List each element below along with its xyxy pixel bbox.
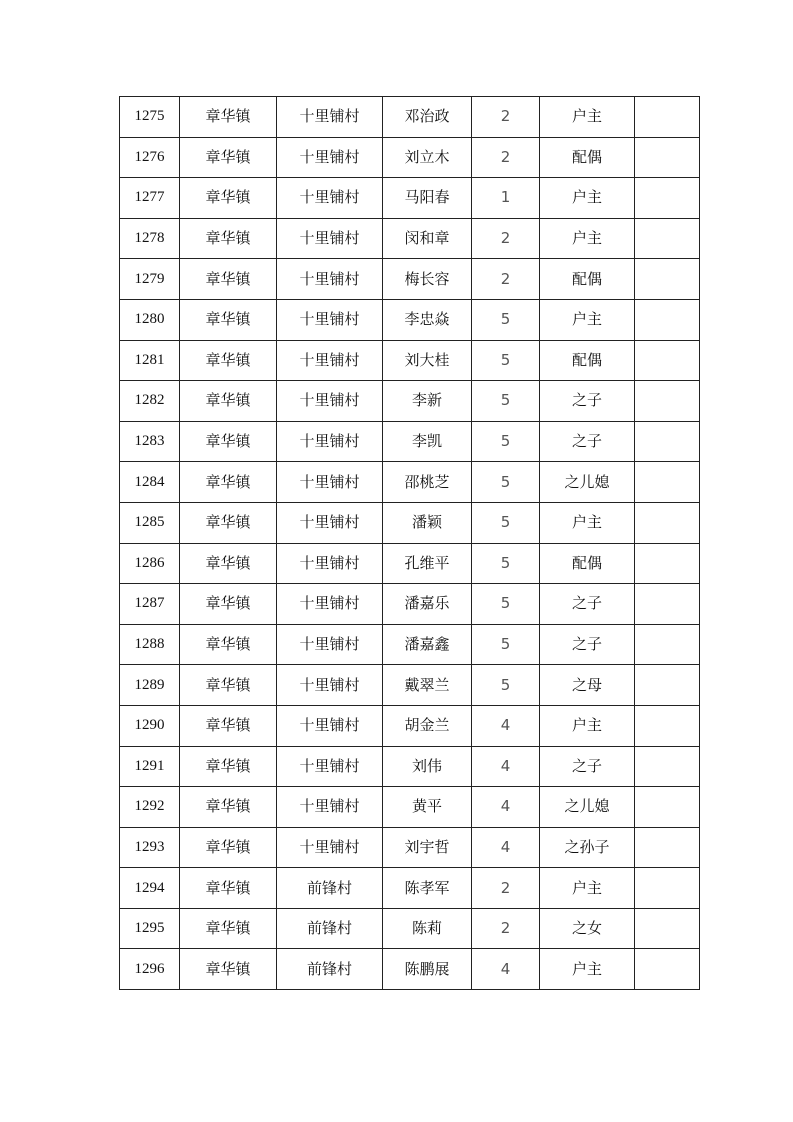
cell-village: 十里铺村 bbox=[277, 665, 383, 706]
cell-person-name: 李凯 bbox=[383, 421, 472, 462]
cell-relationship: 配偶 bbox=[540, 543, 635, 584]
cell-town: 章华镇 bbox=[180, 665, 277, 706]
table-row bbox=[120, 381, 700, 422]
cell-relationship: 户主 bbox=[540, 178, 635, 219]
cell-serial-number: 1281 bbox=[120, 340, 180, 381]
cell-relationship: 配偶 bbox=[540, 340, 635, 381]
cell-relationship: 之子 bbox=[540, 421, 635, 462]
cell-household-size: 4 bbox=[472, 827, 540, 868]
cell-household-size: 2 bbox=[472, 97, 540, 138]
cell-town: 章华镇 bbox=[180, 746, 277, 787]
cell-remarks bbox=[635, 218, 700, 259]
cell-person-name: 陈孝军 bbox=[383, 868, 472, 909]
cell-serial-number: 1296 bbox=[120, 949, 180, 990]
cell-serial-number: 1289 bbox=[120, 665, 180, 706]
cell-household-size: 4 bbox=[472, 746, 540, 787]
roster-table bbox=[119, 96, 700, 990]
cell-person-name: 潘嘉乐 bbox=[383, 584, 472, 625]
cell-town: 章华镇 bbox=[180, 502, 277, 543]
cell-serial-number: 1294 bbox=[120, 868, 180, 909]
cell-town: 章华镇 bbox=[180, 787, 277, 828]
cell-remarks bbox=[635, 259, 700, 300]
cell-household-size: 5 bbox=[472, 665, 540, 706]
cell-household-size: 5 bbox=[472, 462, 540, 503]
cell-village: 十里铺村 bbox=[277, 705, 383, 746]
cell-serial-number: 1290 bbox=[120, 705, 180, 746]
cell-relationship: 之子 bbox=[540, 584, 635, 625]
cell-village: 十里铺村 bbox=[277, 787, 383, 828]
cell-relationship: 户主 bbox=[540, 299, 635, 340]
cell-village: 十里铺村 bbox=[277, 543, 383, 584]
cell-remarks bbox=[635, 584, 700, 625]
cell-relationship: 之女 bbox=[540, 908, 635, 949]
cell-relationship: 户主 bbox=[540, 502, 635, 543]
cell-household-size: 2 bbox=[472, 137, 540, 178]
cell-person-name: 李新 bbox=[383, 381, 472, 422]
cell-person-name: 闵和章 bbox=[383, 218, 472, 259]
cell-town: 章华镇 bbox=[180, 218, 277, 259]
cell-town: 章华镇 bbox=[180, 584, 277, 625]
table-row bbox=[120, 299, 700, 340]
cell-relationship: 之子 bbox=[540, 381, 635, 422]
cell-person-name: 胡金兰 bbox=[383, 705, 472, 746]
cell-relationship: 之子 bbox=[540, 746, 635, 787]
cell-serial-number: 1286 bbox=[120, 543, 180, 584]
cell-relationship: 之儿媳 bbox=[540, 787, 635, 828]
cell-household-size: 2 bbox=[472, 908, 540, 949]
cell-remarks bbox=[635, 137, 700, 178]
cell-village: 前锋村 bbox=[277, 908, 383, 949]
cell-serial-number: 1291 bbox=[120, 746, 180, 787]
table-row bbox=[120, 137, 700, 178]
cell-remarks bbox=[635, 949, 700, 990]
cell-household-size: 5 bbox=[472, 624, 540, 665]
cell-remarks bbox=[635, 97, 700, 138]
cell-household-size: 1 bbox=[472, 178, 540, 219]
table-row bbox=[120, 827, 700, 868]
cell-remarks bbox=[635, 543, 700, 584]
cell-person-name: 马阳春 bbox=[383, 178, 472, 219]
cell-household-size: 5 bbox=[472, 421, 540, 462]
roster-table-body bbox=[120, 97, 700, 990]
cell-person-name: 陈鹏展 bbox=[383, 949, 472, 990]
cell-village: 前锋村 bbox=[277, 868, 383, 909]
table-row bbox=[120, 624, 700, 665]
cell-person-name: 刘大桂 bbox=[383, 340, 472, 381]
cell-person-name: 刘宇哲 bbox=[383, 827, 472, 868]
cell-remarks bbox=[635, 299, 700, 340]
cell-person-name: 陈莉 bbox=[383, 908, 472, 949]
cell-remarks bbox=[635, 462, 700, 503]
cell-village: 十里铺村 bbox=[277, 624, 383, 665]
cell-serial-number: 1293 bbox=[120, 827, 180, 868]
cell-relationship: 之子 bbox=[540, 624, 635, 665]
cell-relationship: 之母 bbox=[540, 665, 635, 706]
cell-serial-number: 1287 bbox=[120, 584, 180, 625]
cell-village: 十里铺村 bbox=[277, 746, 383, 787]
cell-household-size: 5 bbox=[472, 584, 540, 625]
cell-household-size: 5 bbox=[472, 543, 540, 584]
table-row bbox=[120, 787, 700, 828]
cell-person-name: 梅长容 bbox=[383, 259, 472, 300]
cell-relationship: 户主 bbox=[540, 949, 635, 990]
table-row bbox=[120, 705, 700, 746]
cell-remarks bbox=[635, 381, 700, 422]
cell-relationship: 户主 bbox=[540, 705, 635, 746]
cell-remarks bbox=[635, 421, 700, 462]
cell-serial-number: 1280 bbox=[120, 299, 180, 340]
cell-town: 章华镇 bbox=[180, 868, 277, 909]
cell-person-name: 潘嘉鑫 bbox=[383, 624, 472, 665]
cell-person-name: 邵桃芝 bbox=[383, 462, 472, 503]
cell-village: 十里铺村 bbox=[277, 178, 383, 219]
cell-village: 十里铺村 bbox=[277, 137, 383, 178]
cell-person-name: 刘伟 bbox=[383, 746, 472, 787]
cell-serial-number: 1282 bbox=[120, 381, 180, 422]
cell-person-name: 戴翠兰 bbox=[383, 665, 472, 706]
cell-town: 章华镇 bbox=[180, 908, 277, 949]
cell-relationship: 配偶 bbox=[540, 259, 635, 300]
table-row bbox=[120, 868, 700, 909]
cell-town: 章华镇 bbox=[180, 299, 277, 340]
cell-remarks bbox=[635, 502, 700, 543]
cell-household-size: 2 bbox=[472, 868, 540, 909]
cell-relationship: 之儿媳 bbox=[540, 462, 635, 503]
cell-town: 章华镇 bbox=[180, 178, 277, 219]
cell-remarks bbox=[635, 178, 700, 219]
table-row bbox=[120, 908, 700, 949]
cell-town: 章华镇 bbox=[180, 381, 277, 422]
table-row bbox=[120, 421, 700, 462]
cell-household-size: 5 bbox=[472, 340, 540, 381]
cell-serial-number: 1283 bbox=[120, 421, 180, 462]
table-row bbox=[120, 543, 700, 584]
cell-serial-number: 1276 bbox=[120, 137, 180, 178]
cell-town: 章华镇 bbox=[180, 137, 277, 178]
cell-town: 章华镇 bbox=[180, 624, 277, 665]
cell-town: 章华镇 bbox=[180, 97, 277, 138]
table-row bbox=[120, 462, 700, 503]
cell-town: 章华镇 bbox=[180, 462, 277, 503]
cell-person-name: 黄平 bbox=[383, 787, 472, 828]
cell-remarks bbox=[635, 624, 700, 665]
cell-household-size: 2 bbox=[472, 259, 540, 300]
cell-serial-number: 1277 bbox=[120, 178, 180, 219]
cell-remarks bbox=[635, 827, 700, 868]
cell-person-name: 邓治政 bbox=[383, 97, 472, 138]
cell-remarks bbox=[635, 665, 700, 706]
cell-relationship: 户主 bbox=[540, 868, 635, 909]
table-row bbox=[120, 97, 700, 138]
table-row bbox=[120, 665, 700, 706]
cell-person-name: 潘颖 bbox=[383, 502, 472, 543]
table-row bbox=[120, 746, 700, 787]
cell-village: 十里铺村 bbox=[277, 340, 383, 381]
cell-relationship: 户主 bbox=[540, 218, 635, 259]
table-row bbox=[120, 178, 700, 219]
cell-relationship: 户主 bbox=[540, 97, 635, 138]
cell-village: 十里铺村 bbox=[277, 827, 383, 868]
cell-serial-number: 1292 bbox=[120, 787, 180, 828]
cell-remarks bbox=[635, 868, 700, 909]
cell-household-size: 5 bbox=[472, 299, 540, 340]
cell-household-size: 2 bbox=[472, 218, 540, 259]
cell-remarks bbox=[635, 705, 700, 746]
cell-serial-number: 1285 bbox=[120, 502, 180, 543]
cell-village: 十里铺村 bbox=[277, 381, 383, 422]
cell-person-name: 李忠焱 bbox=[383, 299, 472, 340]
cell-village: 十里铺村 bbox=[277, 502, 383, 543]
cell-household-size: 4 bbox=[472, 787, 540, 828]
cell-town: 章华镇 bbox=[180, 827, 277, 868]
cell-village: 十里铺村 bbox=[277, 299, 383, 340]
cell-remarks bbox=[635, 908, 700, 949]
cell-serial-number: 1279 bbox=[120, 259, 180, 300]
cell-person-name: 刘立木 bbox=[383, 137, 472, 178]
cell-town: 章华镇 bbox=[180, 340, 277, 381]
cell-household-size: 5 bbox=[472, 502, 540, 543]
table-row bbox=[120, 584, 700, 625]
cell-town: 章华镇 bbox=[180, 259, 277, 300]
cell-household-size: 4 bbox=[472, 949, 540, 990]
cell-village: 十里铺村 bbox=[277, 421, 383, 462]
cell-serial-number: 1288 bbox=[120, 624, 180, 665]
cell-serial-number: 1284 bbox=[120, 462, 180, 503]
cell-village: 十里铺村 bbox=[277, 259, 383, 300]
cell-town: 章华镇 bbox=[180, 949, 277, 990]
cell-relationship: 配偶 bbox=[540, 137, 635, 178]
cell-remarks bbox=[635, 746, 700, 787]
table-row bbox=[120, 340, 700, 381]
cell-serial-number: 1295 bbox=[120, 908, 180, 949]
cell-relationship: 之孙子 bbox=[540, 827, 635, 868]
cell-remarks bbox=[635, 787, 700, 828]
cell-village: 十里铺村 bbox=[277, 462, 383, 503]
cell-town: 章华镇 bbox=[180, 421, 277, 462]
cell-town: 章华镇 bbox=[180, 543, 277, 584]
cell-village: 十里铺村 bbox=[277, 218, 383, 259]
cell-serial-number: 1278 bbox=[120, 218, 180, 259]
cell-serial-number: 1275 bbox=[120, 97, 180, 138]
cell-village: 十里铺村 bbox=[277, 97, 383, 138]
cell-person-name: 孔维平 bbox=[383, 543, 472, 584]
cell-village: 十里铺村 bbox=[277, 584, 383, 625]
cell-village: 前锋村 bbox=[277, 949, 383, 990]
table-row bbox=[120, 502, 700, 543]
cell-remarks bbox=[635, 340, 700, 381]
cell-town: 章华镇 bbox=[180, 705, 277, 746]
cell-household-size: 5 bbox=[472, 381, 540, 422]
table-row bbox=[120, 259, 700, 300]
cell-household-size: 4 bbox=[472, 705, 540, 746]
table-row bbox=[120, 218, 700, 259]
table-row bbox=[120, 949, 700, 990]
